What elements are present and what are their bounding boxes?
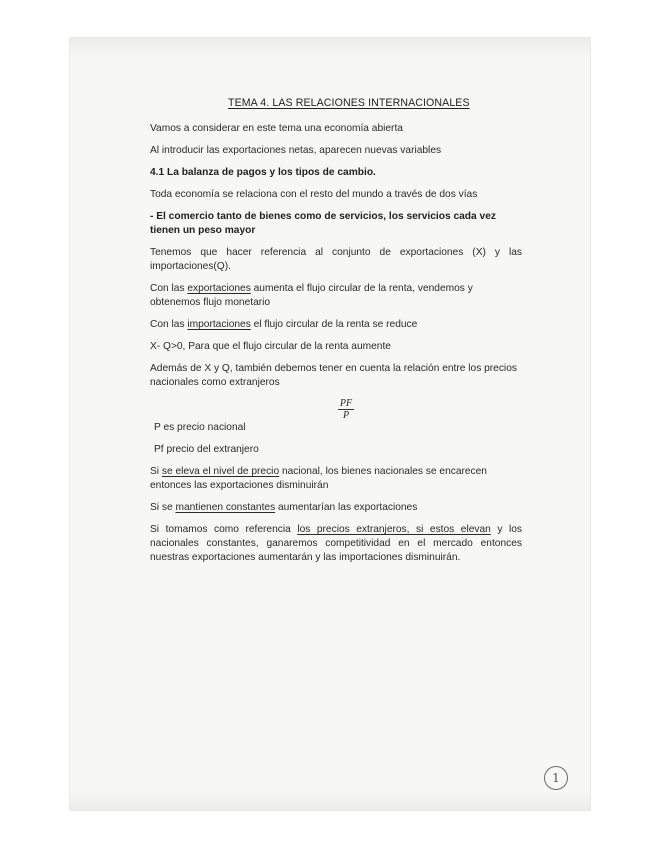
price-ratio-formula: [150, 398, 522, 421]
paragraph-net-condition: X- Q>0, Para que el flujo circular de la renta aumente: [150, 341, 391, 352]
text-segment: nacional, los bienes nacionales se encarecen entonces las exportaciones disminuirán: [150, 466, 487, 491]
paragraph-imports-flow: [150, 318, 522, 332]
underlined-foreign-prices: los precios extranjeros, si estos elevan: [297, 524, 491, 535]
paragraph-price-rise: [150, 465, 522, 493]
paragraph-price-relation: Además de X y Q, también debemos tener en cuenta la relación entre los precios nacionales como extranjeros: [150, 363, 517, 388]
paragraph-exports-flow: [150, 282, 522, 310]
paragraph-trade-goods-services: - El comercio tanto de bienes como de servicios, los servicios cada vez tienen un peso mayor: [150, 211, 496, 236]
section-heading-4-1: 4.1 La balanza de pagos y los tipos de cambio.: [150, 167, 376, 178]
formula-numerator: PF: [339, 398, 353, 409]
paragraph-exports-imports: Tenemos que hacer referencia al conjunto de exportaciones (X) y las importaciones(Q).: [150, 247, 522, 272]
paragraph-two-ways: Toda economía se relaciona con el resto del mundo a través de dos vías: [150, 189, 478, 200]
paragraph-intro: Vamos a considerar en este tema una economía abierta: [150, 123, 403, 134]
page-number-circle: 1: [544, 766, 568, 790]
definition-p: P es precio nacional: [154, 422, 246, 433]
definition-pf: Pf precio del extranjero: [154, 444, 259, 455]
paragraph-net-exports: Al introducir las exportaciones netas, aparecen nuevas variables: [150, 145, 442, 156]
document-body: [150, 96, 522, 573]
text-segment: Con las: [150, 283, 188, 294]
document-title: TEMA 4. LAS RELACIONES INTERNACIONALES: [228, 97, 470, 109]
paragraph-foreign-prices: [150, 523, 522, 565]
text-segment: Si tomamos como referencia: [150, 524, 298, 535]
paragraph-constant-prices: [150, 501, 522, 515]
text-segment: Si: [150, 466, 162, 477]
scan-shadow-top: [70, 38, 590, 56]
formula-denominator: P: [342, 410, 350, 421]
text-segment: aumentarían las exportaciones: [275, 502, 418, 513]
underlined-exports: exportaciones: [187, 283, 251, 294]
scan-shadow-bottom: [70, 792, 590, 810]
text-segment: y los nacionales constantes, ganaremos competitividad en el mercado entonces nuestras exportaciones aumentarán y las importaciones disminuirán.: [150, 524, 522, 563]
text-segment: Si se: [150, 502, 176, 513]
underlined-price-level: se eleva el nivel de precio: [161, 466, 280, 477]
text-segment: aumenta el flujo circular de la renta, vendemos y obtenemos flujo monetario: [150, 283, 473, 308]
underlined-imports: importaciones: [187, 319, 251, 330]
underlined-constant: mantienen constantes: [175, 502, 276, 513]
text-segment: el flujo circular de la renta se reduce: [250, 319, 418, 330]
text-segment: Con las: [150, 319, 188, 330]
